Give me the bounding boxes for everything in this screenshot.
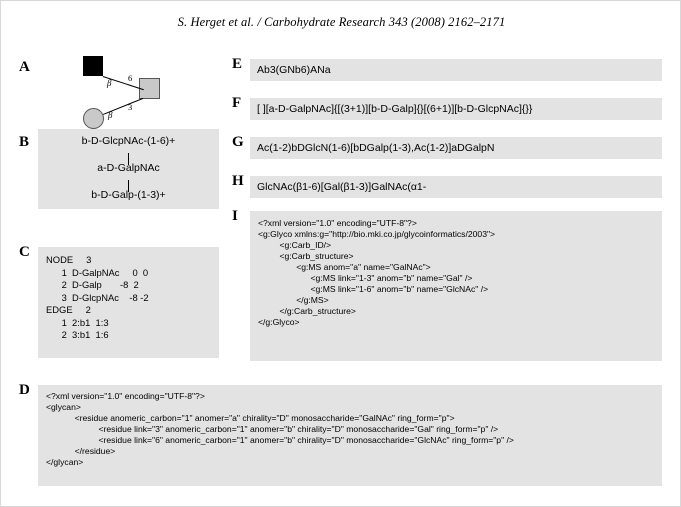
panel-i-line-7: </g:MS> (258, 295, 329, 305)
panel-letter-g: G (232, 134, 244, 150)
panel-i-line-3: <g:Carb_structure> (258, 251, 354, 261)
panel-i-line-1: <g:Glyco xmlns:g="http://bio.mki.co.jp/glycoinformatics/2003"> (258, 229, 496, 239)
panel-c-line-3: 3 D-GlcpNAc -8 -2 (46, 291, 149, 303)
panel-g-box (250, 137, 662, 159)
panel-letter-e: E (232, 56, 243, 72)
panel-b-line3: b-D-Galp-(1-3)+ (91, 189, 166, 201)
panel-c-line-6: 2 3:b1 1:6 (46, 329, 109, 340)
panel-h-box (250, 176, 662, 198)
panel-d-line-0: <?xml version="1.0" encoding="UTF-8"?> (46, 391, 205, 401)
panel-letter-c: C (19, 244, 30, 260)
panel-h-text: GlcNAc(β1-6)[Gal(β1-3)]GalNAc(α1- (257, 181, 427, 193)
beta-label-upper: β (107, 78, 112, 88)
panel-letter-h: H (232, 173, 244, 189)
panel-f-box (250, 98, 662, 120)
panel-letter-i: I (232, 208, 238, 224)
panel-e-text: Ab3(GNb6)ANa (257, 64, 331, 76)
panel-d-line-2: <residue anomeric_carbon="1" anomer="a" chirality="D" monosaccharide="GalNAc" ring_form="p"> (46, 413, 455, 423)
panel-d-line-4: <residue link="6" anomeric_carbon="1" anomer="b" chirality="D" monosaccharide="GlcNAc" ring_form="p" /> (46, 435, 514, 445)
panel-i-box (250, 211, 662, 361)
panel-i-line-6: <g:MS link="1-6" anom="b" name="GlcNAc" /> (258, 284, 489, 294)
panel-d-line-5: </residue> (46, 446, 116, 456)
panel-i-line-9: </g:Glyco> (258, 317, 300, 327)
panel-b-line1: b-D-GlcpNAc-(1-6)+ (81, 135, 176, 147)
panel-letter-b: B (19, 134, 30, 150)
panel-i-line-8: </g:Carb_structure> (258, 306, 356, 316)
panel-d-line-3: <residue link="3" anomeric_carbon="1" anomer="b" chirality="D" monosaccharide="Gal" ring_form="p" /> (46, 424, 499, 434)
panel-c-line-2: 2 D-Galp -8 2 (46, 279, 139, 290)
panel-c-line-1: 1 D-GalpNAc 0 0 (46, 266, 149, 278)
panel-i-line-2: <g:Carb_ID/> (258, 240, 332, 250)
panel-i-line-4: <g:MS anom="a" name="GalNAc"> (258, 262, 431, 272)
panel-i-line-5: <g:MS link="1-3" anom="b" name="Gal" /> (258, 273, 473, 283)
panel-c-line-5: 1 2:b1 1:3 (46, 316, 109, 328)
panel-a-diagram (79, 56, 219, 136)
panel-c-box (38, 247, 219, 358)
panel-e-box (250, 59, 662, 81)
panel-letter-a: A (19, 59, 30, 75)
panel-d-box (38, 385, 662, 486)
filled-square-symbol (83, 56, 103, 76)
three-label: 3 (128, 102, 133, 112)
panel-c-line-0: NODE 3 (46, 254, 92, 265)
panel-letter-d: D (19, 382, 30, 398)
panel-i-line-0: <?xml version="1.0" encoding="UTF-8"?> (258, 218, 417, 228)
panel-g-text: Ac(1-2)bDGlcN(1-6)[bDGalp(1-3),Ac(1-2)]aDGalpN (257, 142, 495, 154)
page-header: S. Herget et al. / Carbohydrate Research 343 (2008) 2162–2171 (177, 15, 506, 29)
panel-letter-f: F (232, 95, 242, 111)
panel-b-line2: a-D-GalpNAc (97, 162, 160, 174)
gray-circle-symbol (83, 108, 104, 129)
beta-label-lower: β (108, 110, 113, 120)
panel-d-line-1: <glycan> (46, 402, 81, 412)
panel-c-line-4: EDGE 2 (46, 304, 91, 315)
panel-f-text: [ ][a-D-GalpNAc]{[(3+1)][b-D-Galp]{}[(6+1)][b-D-GlcpNAc]{}} (257, 103, 533, 115)
panel-d-line-6: </glycan> (46, 457, 84, 467)
six-label: 6 (128, 73, 133, 83)
panel-b-box (38, 129, 219, 209)
